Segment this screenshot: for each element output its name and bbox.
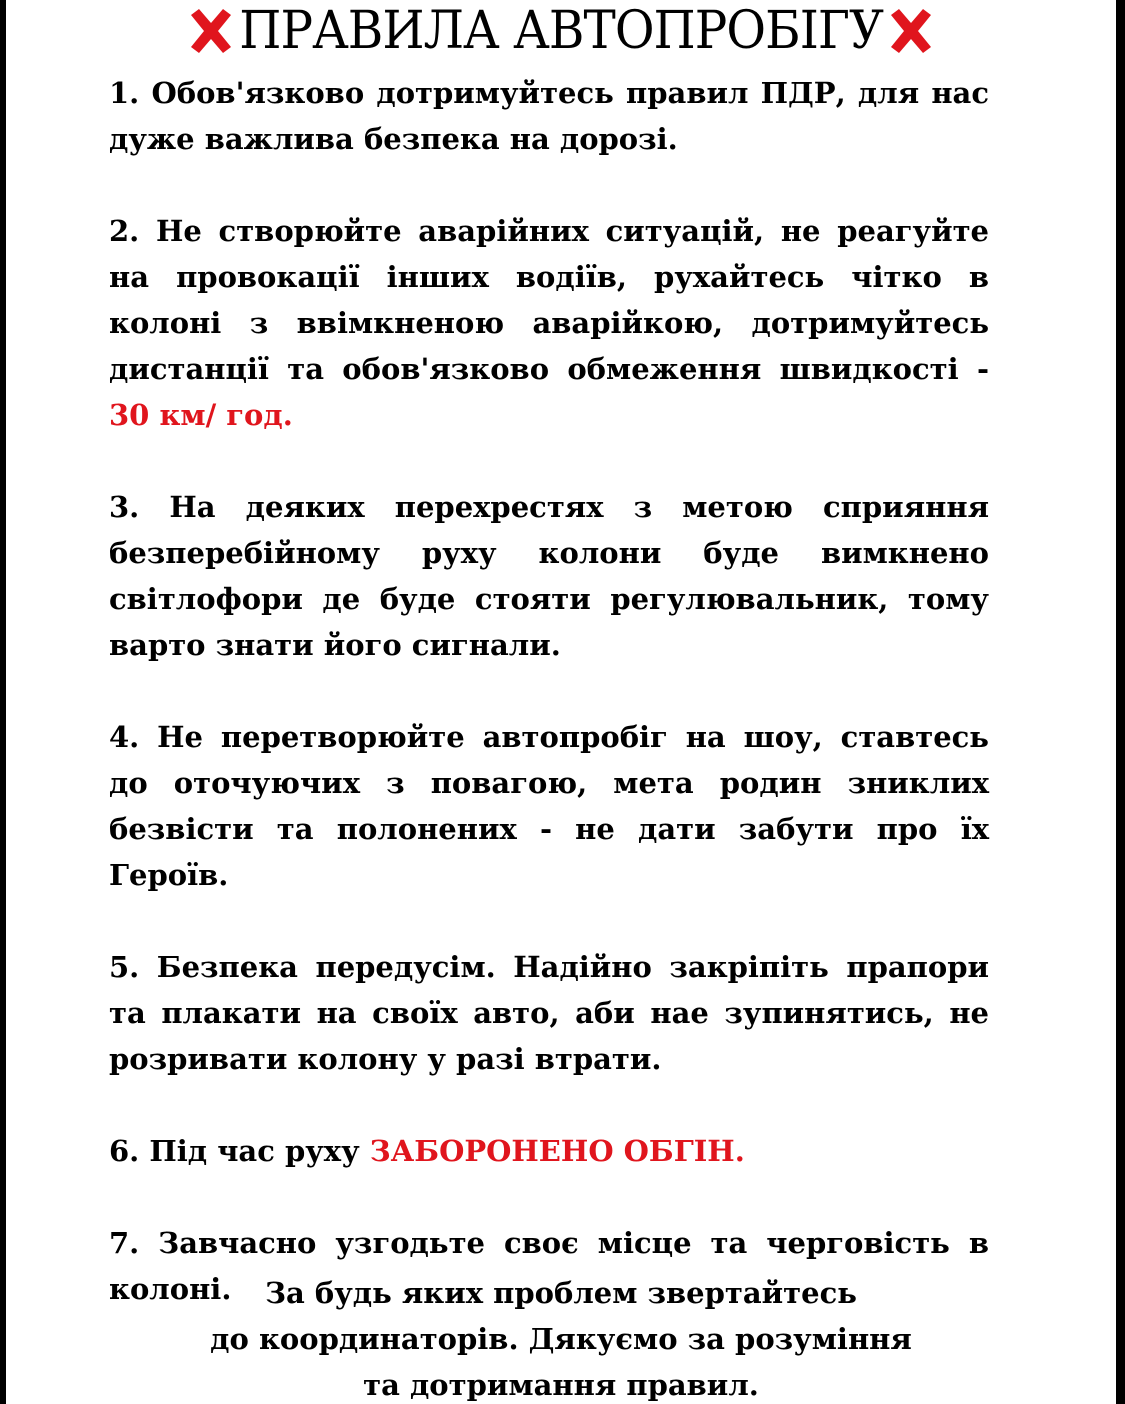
footer-line-3: та дотримання правил.	[363, 1368, 759, 1402]
rule-2	[109, 208, 989, 438]
rule-1-text: 1. Обов'язково дотримуйтесь правил ПДР, для нас дуже важлива безпека на дорозі.	[109, 76, 989, 156]
rule-4-text: 4. Не перетворюйте автопробіг на шоу, ставтесь до оточуючих з повагою, мета родин зниклих безвісти та полонених - не дати забути про їх Героїв.	[109, 720, 989, 892]
poster-title	[6, 0, 1116, 62]
rule-6	[109, 1128, 989, 1174]
cross-mark-icon	[885, 5, 937, 57]
poster-title-text: ПРАВИЛА АВТОПРОБІГУ	[239, 1, 883, 61]
rules-poster	[6, 0, 1116, 1404]
speed-limit-highlight: 30 км/ год.	[109, 398, 293, 432]
rules-list	[109, 70, 989, 1358]
footer-line-2: до координаторів. Дякуємо за розуміння	[210, 1322, 912, 1356]
rule-2-text: 2. Не створюйте аварійних ситуацій, не реагуйте на провокації інших водіїв, рухайтесь чітко в колоні з ввімкненою аварійкою, дотримуйтесь дистанції та обов'язково обмеження швидкості -	[109, 214, 989, 386]
footer-note	[6, 1270, 1116, 1404]
rule-3	[109, 484, 989, 668]
rule-7-text: 7. Завчасно узгодьте своє місце та черговість в колоні.	[109, 1226, 989, 1306]
rule-6-text: 6. Під час руху	[109, 1134, 370, 1168]
cross-mark-icon	[185, 5, 237, 57]
no-overtaking-highlight: ЗАБОРОНЕНО ОБГІН.	[369, 1134, 745, 1168]
rule-1	[109, 70, 989, 162]
rule-4	[109, 714, 989, 898]
rule-5	[109, 944, 989, 1082]
rule-5-text: 5. Безпека передусім. Надійно закріпіть прапори та плакати на своїх авто, аби нае зупинятись, не розривати колону у разі втрати.	[109, 950, 989, 1076]
rule-3-text: 3. На деяких перехрестях з метою сприяння безперебійному руху колони буде вимкнено світлофори де буде стояти регулювальник, тому варто знати його сигнали.	[109, 490, 989, 662]
footer-line-1: За будь яких проблем звертайтесь	[265, 1276, 857, 1310]
